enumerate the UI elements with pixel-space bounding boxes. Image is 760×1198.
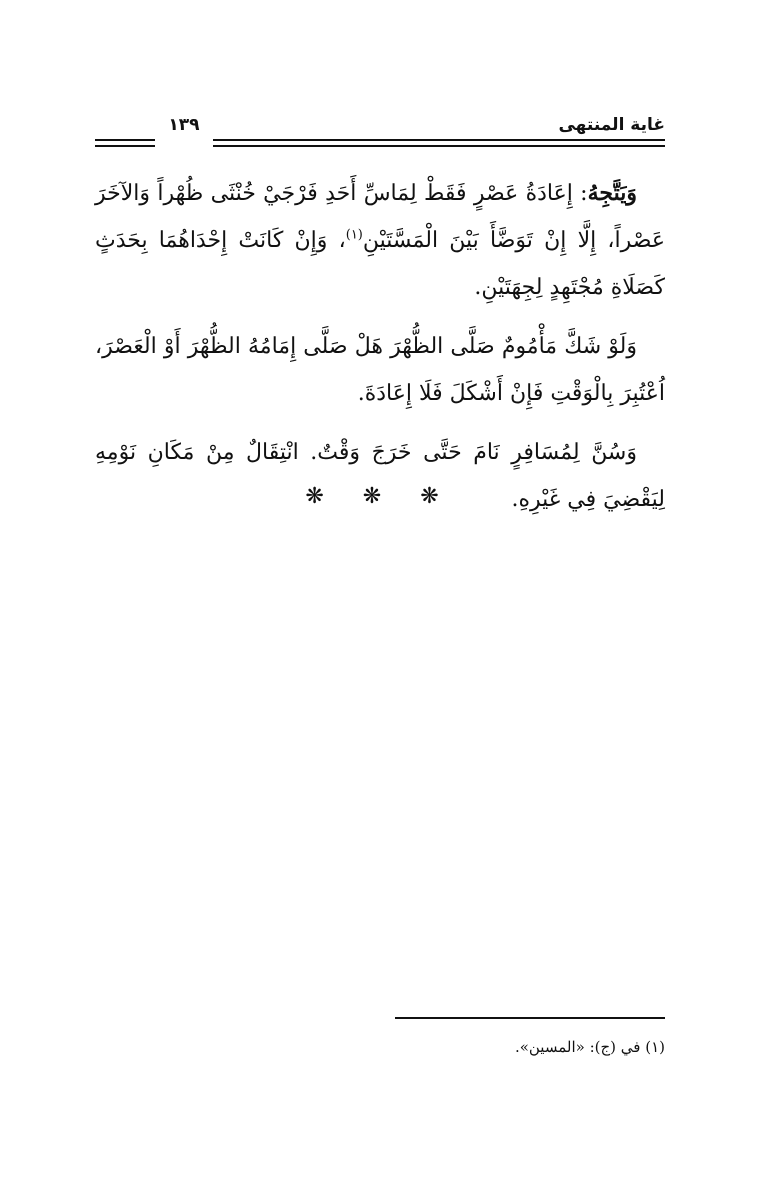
paragraph: وَسُنَّ لِمُسَافِرٍ نَامَ حَتَّى خَرَجَ وَقْتٌ. انْتِقَالٌ مِنْ مَكَانِ نَوْمِهِ لِيَقْضِيَ فِي غَيْرِهِ. xyxy=(95,440,665,512)
header-rule xyxy=(213,145,665,147)
header-rule xyxy=(95,139,155,141)
page-header xyxy=(95,112,665,156)
paragraph-lead-word: وَيَتَّجِهُ xyxy=(587,180,637,206)
paragraph xyxy=(95,170,665,311)
main-text xyxy=(95,170,665,535)
paragraph-text: : إِعَادَةُ عَصْرٍ فَقَطْ لِمَاسِّ أَحَدِ فَرْجَيْ خُنْثَى ظُهْراً وَالآخَرَ عَصْراً، إِلَّا إِنْ تَوَضَّأَ بَيْنَ الْمَسَّتَيْنِ xyxy=(95,181,665,253)
header-rule xyxy=(95,145,155,147)
footnote: (١) في (ج): «المسين». xyxy=(514,1038,665,1056)
paragraph-text: ، وَإِنْ كَانَتْ إِحْدَاهُمَا بِحَدَثٍ كَصَلَاةِ مُجْتَهِدٍ لِجِهَتَيْنِ. xyxy=(95,228,665,300)
book-title: غاية المنتهى xyxy=(558,115,665,135)
paragraph: وَلَوْ شَكَّ مَأْمُومٌ صَلَّى الظُّهْرَ هَلْ صَلَّى إِمَامُهُ الظُّهْرَ أَوْ الْعَصْرَ، اُعْتُبِرَ بِالْوَقْتِ فَإِنْ أَشْكَلَ فَلَا إِعَادَةَ. xyxy=(95,334,665,406)
footnote-separator xyxy=(395,1017,665,1019)
section-ornament: ❋ ❋ ❋ xyxy=(305,484,455,509)
footnote-reference[interactable]: (١) xyxy=(345,227,363,243)
header-rule xyxy=(213,139,665,141)
page-number: ١٣٩ xyxy=(168,115,200,135)
